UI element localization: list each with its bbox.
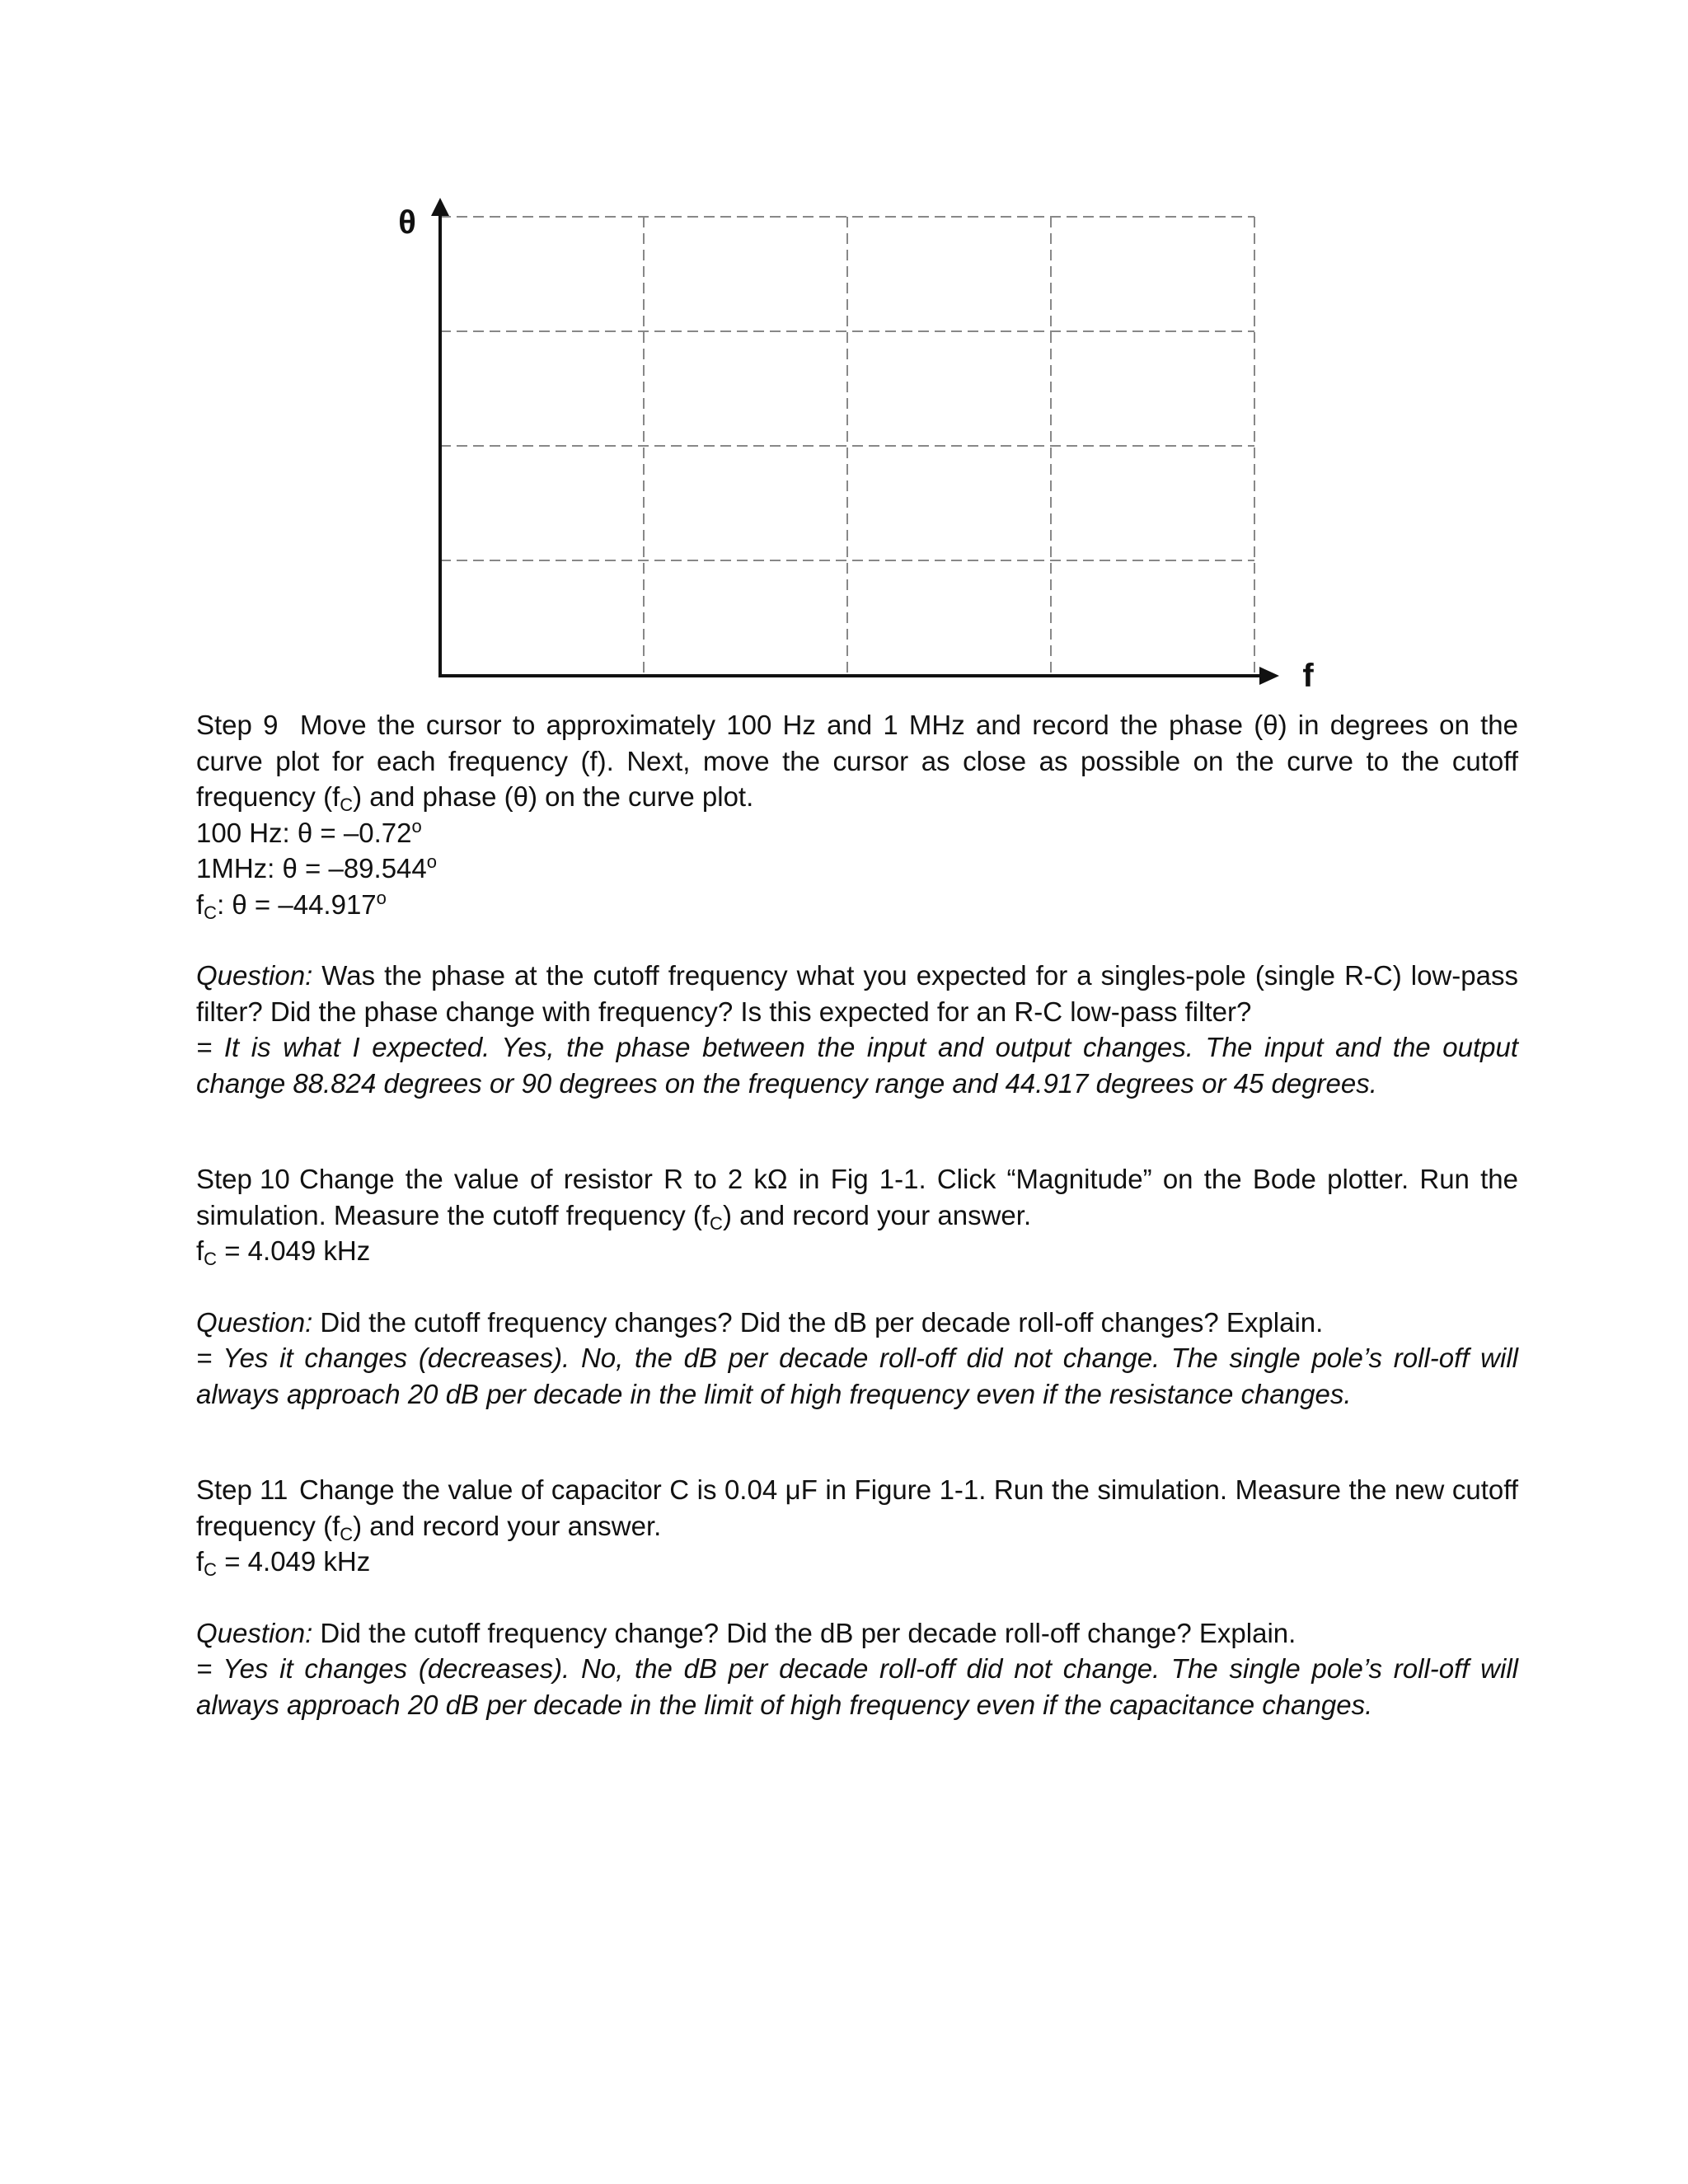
y-axis-arrow [431,198,449,216]
step-11-label: Step 11 [196,1474,288,1505]
step-10-question: Question: Did the cutoff frequency changes? Did the dB per decade roll-off changes? Explain. [196,1306,1324,1338]
step-9-question: Question: Was the phase at the cutoff frequency what you expected for a singles-pole (single R-C) low-pass filter? Did the phase change with frequency? Is this expected for an R-C low-pass filter? [196,960,1518,1027]
step-10-cutoff-value: $f_C = 4.049$ kHz [196,1235,371,1269]
measurement-1mhz: 1MHz: $\theta = -89.544^o$ [196,851,438,883]
step-11-answer: = Yes it changes (decreases). No, the dB per decade roll-off did not change. The single pole’s roll-off will always approach 20 dB per decade in the limit of high frequency even if the capacitance changes. [196,1653,1518,1720]
step-11-question: Question: Did the cutoff frequency change? Did the dB per decade roll-off change? Explain. [196,1617,1296,1648]
question-label: Question: [196,1617,313,1648]
document-body [196,707,1518,1722]
question-label: Question: [196,1306,313,1338]
y-axis-label: θ [398,204,416,241]
step-9-answer: = It is what I expected. Yes, the phase between the input and output changes. The input and the output change 88.824 degrees or 90 degrees on the frequency range and 44.917 degrees or 45 degrees. [196,1032,1518,1099]
step-10-answer: = Yes it changes (decreases). No, the dB per decade roll-off did not change. The single pole’s roll-off will always approach 20 dB per decade in the limit of high frequency even if the resistance changes. [196,1343,1518,1409]
step-10-instruction: Step 10 Change the value of resistor R to 2 kΩ in Fig 1-1. Click “Magnitude” on the Bode plotter. Run the simulation. Measure the cutoff frequency $(f_C)$ and record your answer. [196,1161,1518,1233]
step-11-cutoff-value: $f_C = 4.049$ kHz [196,1546,371,1580]
x-axis-label: f [1302,658,1314,694]
step-9-label: Step 9 [196,710,279,740]
phase-plot-graph [0,0,1688,709]
question-label: Question: [196,960,313,991]
x-axis-arrow [1259,667,1279,685]
step-11-instruction: Step 11 Change the value of capacitor C is 0.04 μF in Figure 1-1. Run the simulation. Measure the new cutoff frequency $(f_C)$ and record your answer. [196,1472,1518,1544]
measurement-cutoff: $f_C$: $\theta = -44.917^o$ [196,887,387,923]
measurement-100hz: 100 Hz: $\theta = -0.72^o$ [196,815,422,848]
step-10-label: Step 10 [196,1164,290,1194]
step-9-instruction: Step 9 Move the cursor to approximately 100 Hz and 1 MHz and record the phase (θ) in degrees on the curve plot for each frequency (f). Next, move the cursor as close as possible on the curve to the cutoff frequency $(f_C)$ and phase (θ) on the curve plot. [196,710,1518,815]
